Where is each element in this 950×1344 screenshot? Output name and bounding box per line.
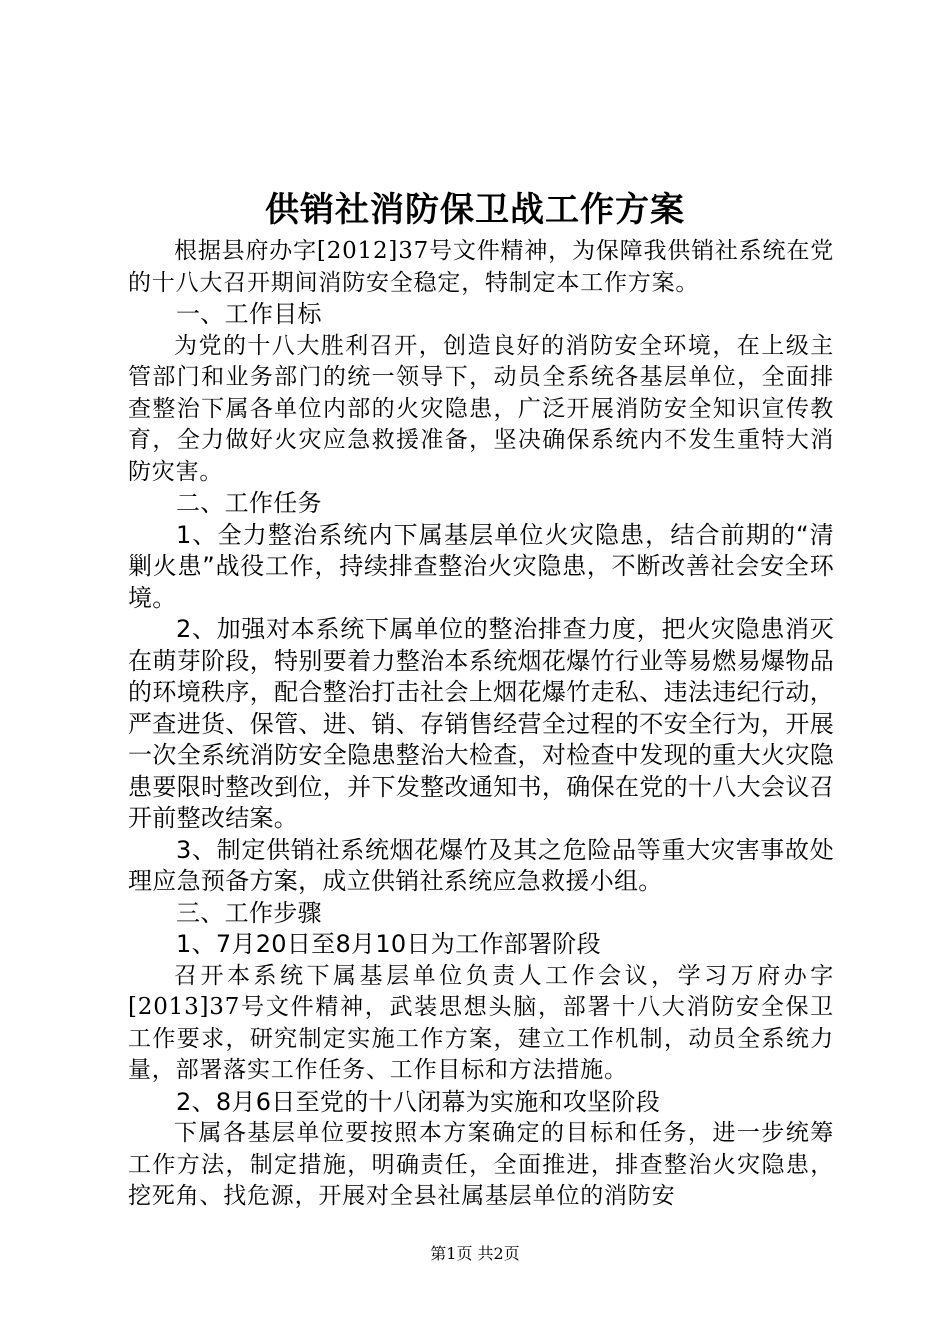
step-2-paragraph: 下属各基层单位要按照本方案确定的目标和任务，进一步统筹工作方法，制定措施，明确责任，全面推进，排查整治火灾隐患，挖死角、找危源，开展对全县社属基层单位的消防安 — [128, 1120, 834, 1209]
section-heading-tasks: 二、工作任务 — [176, 489, 322, 517]
step-1-paragraph: 召开本系统下属基层单位负责人工作会议，学习万府办字[2013]37号文件精神，武装思想头脑，部署十八大消防安全保卫工作要求，研究制定实施工作方案，建立工作机制，动员全系统力量，部署落实工作任务、工作目标和方法措施。 — [128, 962, 834, 1083]
section-heading-steps: 三、工作步骤 — [176, 898, 322, 927]
task-item-3: 3、制定供销社系统烟花爆竹及其之危险品等重大灾害事故处理应急预备方案，成立供销社系统应急救援小组。 — [128, 835, 834, 895]
step-heading-2: 2、8月6日至党的十八闭幕为实施和攻坚阶段 — [176, 1087, 661, 1116]
document-title: 供销社消防保卫战工作方案 — [265, 190, 685, 230]
page-number-footer: 第1页 共2页 — [430, 1244, 520, 1263]
intro-paragraph: 根据县府办字[2012]37号文件精神，为保障我供销社系统在党的十八大召开期间消防安全稳定，特制定本工作方案。 — [128, 238, 834, 296]
step-heading-1: 1、7月20日至8月10日为工作部署阶段 — [176, 930, 601, 958]
task-item-2: 2、加强对本系统下属单位的整治排查力度，把火灾隐患消灭在萌芽阶段，特别要着力整治本系统烟花爆竹行业等易燃易爆物品的环境秩序，配合整治打击社会上烟花爆竹走私、违法违纪行动，严查进货、保管、进、销、存销售经营全过程的不安全行为，开展一次全系统消防安全隐患整治大检查，对检查中发现的重大火灾隐患要限时整改到位，并下发整改通知书，确保在党的十八大会议召开前整改结案。 — [128, 615, 834, 832]
task-item-1: 1、全力整治系统内下属基层单位火灾隐患，结合前期的“清剿火患”战役工作，持续排查整治火灾隐患，不断改善社会安全环境。 — [128, 520, 834, 612]
goals-paragraph: 为党的十八大胜利召开，创造良好的消防安全环境，在上级主管部门和业务部门的统一领导下，动员全系统各基层单位，全面排查整治下属各单位内部的火灾隐患，广泛开展消防安全知识宣传教育，全力做好火灾应急救援准备，坚决确保系统内不发生重特大消防灾害。 — [128, 332, 834, 485]
document-body — [128, 236, 834, 1213]
section-heading-goals: 一、工作目标 — [176, 300, 322, 328]
